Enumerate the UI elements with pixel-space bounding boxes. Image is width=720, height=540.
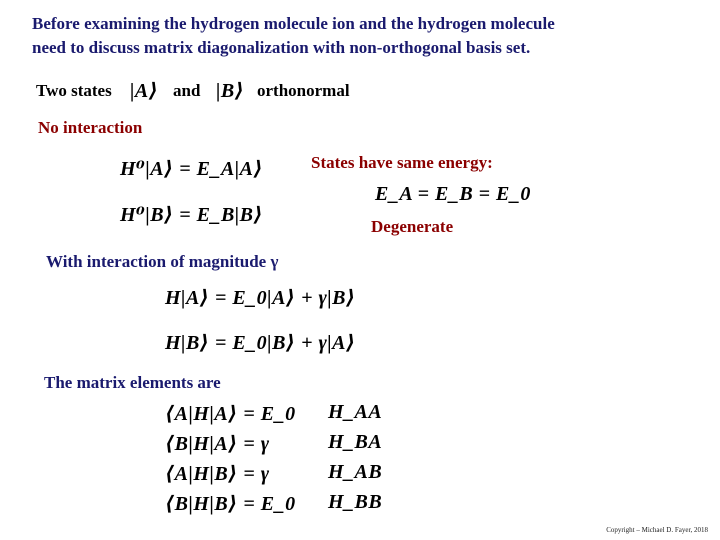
slide-title [32, 12, 712, 60]
same-energy-label: States have same energy: [311, 153, 493, 172]
degenerate-label: Degenerate [371, 217, 454, 236]
h-bb-label: H_BB [328, 491, 383, 513]
ket-b: |B⟩ [216, 80, 245, 102]
perturbed-eq-b: H|B⟩ = E_0|B⟩ + γ|A⟩ [165, 332, 356, 354]
perturbed-eq-a: H|A⟩ = E_0|A⟩ + γ|B⟩ [165, 287, 356, 309]
title-line-2: need to discuss matrix diagonalization with non-orthogonal basis set. [32, 38, 531, 57]
and-label: and [173, 81, 201, 100]
with-interaction-heading: With interaction of magnitude γ [46, 252, 279, 271]
degenerate-energy-eq: E_A = E_B = E_0 [375, 183, 531, 205]
title-line-1: Before examining the hydrogen molecule ion and the hydrogen molecule [32, 14, 555, 33]
copyright-notice: Copyright – Michael D. Fayer, 2018 [606, 526, 708, 534]
matrix-element-bb: ⟨B|H|B⟩ = E_0 [165, 493, 296, 515]
matrix-element-aa: ⟨A|H|A⟩ = E_0 [165, 403, 296, 425]
h-ba-label: H_BA [328, 431, 383, 453]
ket-a: |A⟩ [130, 80, 159, 102]
two-states-label: Two states [36, 81, 112, 100]
matrix-elements-heading: The matrix elements are [44, 373, 221, 392]
unperturbed-eq-a: H⁰|A⟩ = E_A|A⟩ [120, 158, 264, 180]
orthonormal-label: orthonormal [257, 81, 350, 100]
no-interaction-heading: No interaction [38, 118, 143, 137]
matrix-element-ab: ⟨A|H|B⟩ = γ [165, 463, 270, 485]
h-ab-label: H_AB [328, 461, 383, 483]
matrix-element-ba: ⟨B|H|A⟩ = γ [165, 433, 270, 455]
h-aa-label: H_AA [328, 401, 383, 423]
unperturbed-eq-b: H⁰|B⟩ = E_B|B⟩ [120, 204, 264, 226]
